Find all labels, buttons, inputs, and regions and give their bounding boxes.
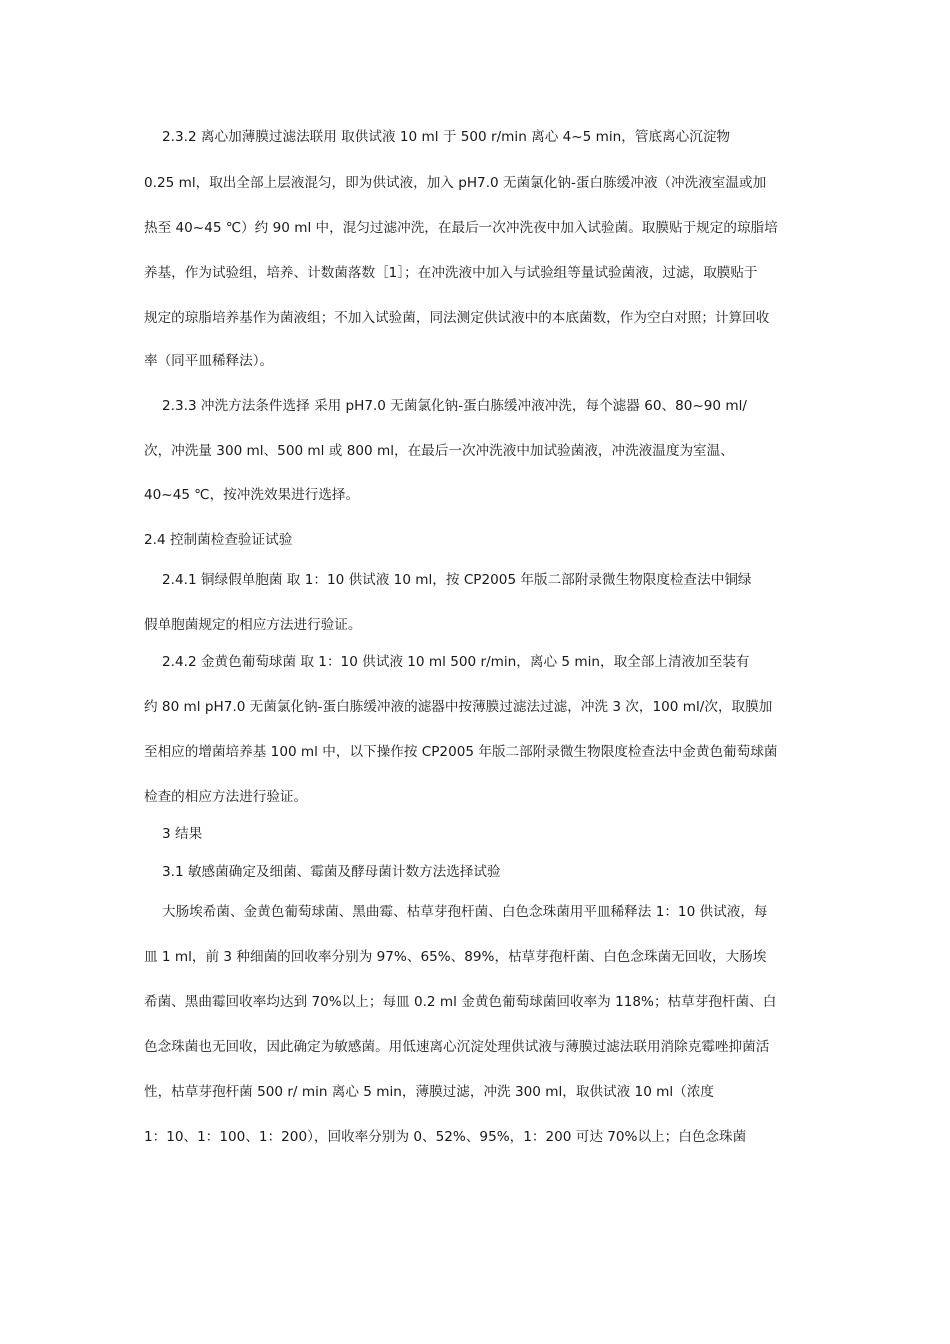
text-line: 约 80 ml pH7.0 无菌氯化钠-蛋白胨缓冲液的滤器中按薄膜过滤法过滤，冲洗 3 次，100 ml/次，取膜加 — [144, 699, 773, 715]
text-line: 检查的相应方法进行验证。 — [144, 789, 308, 805]
text-line: 皿 1 ml，前 3 种细菌的回收率分别为 97%、65%、89%，枯草芽孢杆菌、白色念珠菌无回收，大肠埃 — [144, 949, 767, 965]
text-line: 率（同平皿稀释法）。 — [144, 353, 274, 369]
text-line: 希菌、黑曲霉回收率均达到 70%以上；每皿 0.2 ml 金黄色葡萄球菌回收率为 118%；枯草芽孢杆菌、白 — [144, 994, 777, 1010]
text-line: 假单胞菌规定的相应方法进行验证。 — [144, 617, 362, 633]
text-line: 0.25 ml，取出全部上层液混匀，即为供试液，加入 pH7.0 无菌氯化钠-蛋白胨缓冲液（冲洗液室温或加 — [144, 175, 767, 191]
text-line-section-2-4-2-heading: 2.4.2 金黄色葡萄球菌 取 1：10 供试液 10 ml 500 r/min，离心 5 min，取全部上清液加至装有 — [162, 654, 750, 670]
text-line-section-2-3-3-heading: 2.3.3 冲洗方法条件选择 采用 pH7.0 无菌氯化钠-蛋白胨缓冲液冲洗，每个滤器 60、80~90 ml/ — [162, 398, 747, 414]
text-line: 规定的琼脂培养基作为菌液组；不加入试验菌，同法测定供试液中的本底菌数，作为空白对照；计算回收 — [144, 310, 770, 326]
text-line: 热至 40~45 ℃）约 90 ml 中，混匀过滤冲洗，在最后一次冲洗夜中加入试验菌。取膜贴于规定的琼脂培 — [144, 220, 778, 236]
text-line: 色念珠菌也无回收，因此确定为敏感菌。用低速离心沉淀处理供试液与薄膜过滤法联用消除克霉唑抑菌活 — [144, 1039, 770, 1055]
section-heading-2-4: 2.4 控制菌检查验证试验 — [144, 532, 293, 548]
text-line-section-2-4-1-heading: 2.4.1 铜绿假单胞菌 取 1：10 供试液 10 ml，按 CP2005 年版二部附录微生物限度检查法中铜绿 — [162, 572, 752, 588]
text-line: 大肠埃希菌、金黄色葡萄球菌、黑曲霉、枯草芽孢杆菌、白色念珠菌用平皿稀释法 1：10 供试液，每 — [162, 904, 768, 920]
text-line: 次，冲洗量 300 ml、500 ml 或 800 ml，在最后一次冲洗液中加试验菌液，冲洗液温度为室温、 — [144, 443, 734, 459]
section-heading-3: 3 结果 — [162, 826, 203, 842]
text-line: 1：10、1：100、1：200），回收率分别为 0、52%、95%，1：200 可达 70%以上；白色念珠菌 — [144, 1129, 747, 1145]
text-line: 养基，作为试验组，培养、计数菌落数［1］；在冲洗液中加入与试验组等量试验菌液，过滤，取膜贴于 — [144, 265, 758, 281]
text-line: 至相应的增菌培养基 100 ml 中，以下操作按 CP2005 年版二部附录微生物限度检查法中金黄色葡萄球菌 — [144, 744, 778, 760]
text-line-section-2-3-2-heading: 2.3.2 离心加薄膜过滤法联用 取供试液 10 ml 于 500 r/min 离心 4~5 min，管底离心沉淀物 — [162, 129, 731, 145]
section-heading-3-1: 3.1 敏感菌确定及细菌、霉菌及酵母菌计数方法选择试验 — [162, 864, 501, 880]
text-line: 性，枯草芽孢杆菌 500 r/ min 离心 5 min，薄膜过滤，冲洗 300 ml，取供试液 10 ml（浓度 — [144, 1084, 714, 1100]
text-line: 40~45 ℃，按冲洗效果进行选择。 — [144, 487, 360, 503]
